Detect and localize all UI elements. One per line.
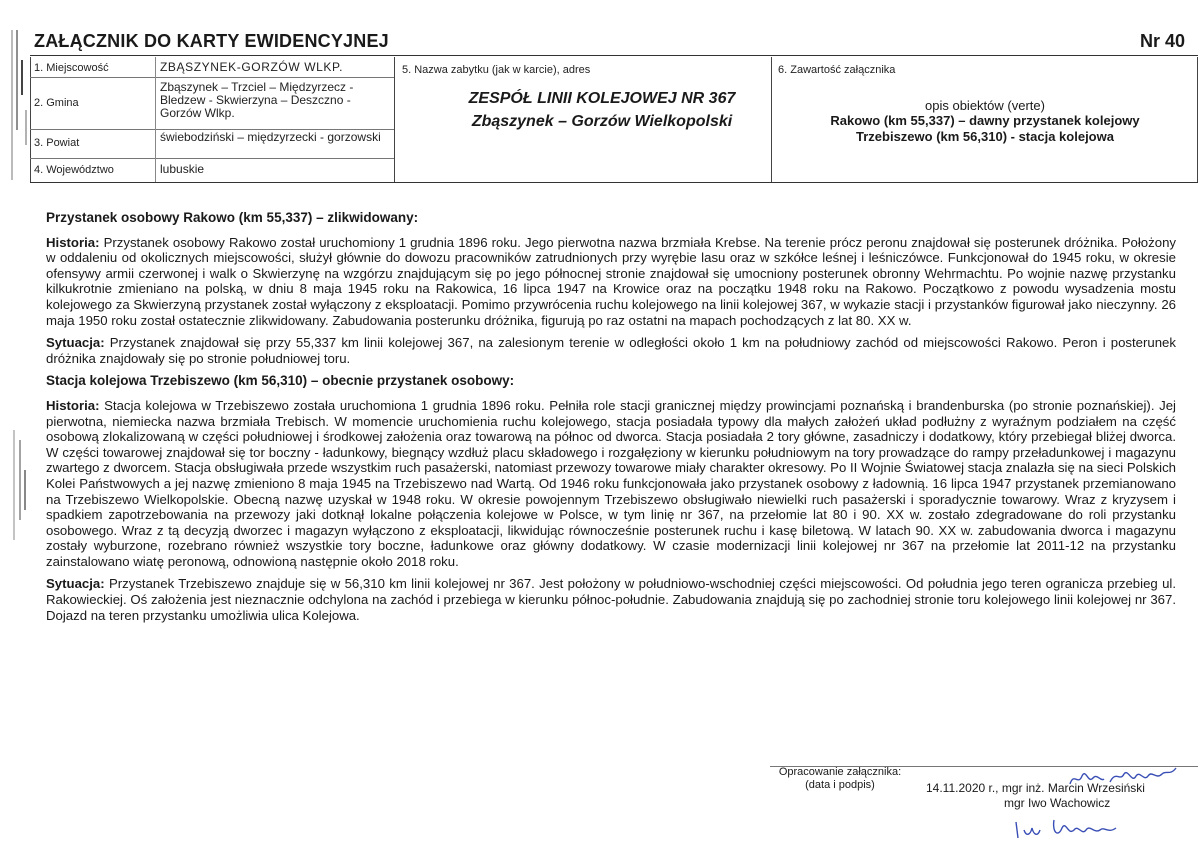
section-heading-trzebiszewo: Stacja kolejowa Trzebiszewo (km 56,310) – obecnie przystanek osobowy:	[46, 373, 515, 389]
header-divider	[30, 55, 1198, 56]
column-divider	[155, 57, 156, 182]
paragraph-trzebiszewo-situation	[46, 576, 1176, 623]
field-label-wojewodztwo: 4. Województwo	[34, 164, 114, 176]
col6-heading: 6. Zawartość załącznika	[778, 64, 896, 76]
col5-heading: 5. Nazwa zabytku (jak w karcie), adres	[402, 64, 591, 76]
row-divider	[30, 158, 394, 159]
field-value-powiat: świebodziński – międzyrzecki - gorzowski	[160, 130, 381, 144]
field-label-powiat: 3. Powiat	[34, 137, 80, 149]
contents-item-rakowo: Rakowo (km 55,337) – dawny przystanek kolejowy	[830, 113, 1140, 128]
paragraph-label: Sytuacja:	[46, 576, 105, 592]
field-label-miejscowosc: 1. Miejscowość	[34, 62, 109, 74]
paragraph-label: Sytuacja:	[46, 335, 105, 351]
document-number: Nr 40	[1139, 31, 1185, 51]
monument-name: ZESPÓŁ LINII KOLEJOWEJ NR 367	[468, 90, 736, 107]
footer-label	[770, 766, 910, 792]
paragraph-text: Przystanek osobowy Rakowo został uruchomiony 1 grudnia 1896 roku. Jego pierwotna nazwa brzmiała Krebse. Na terenie prócz peronu znajdował się posterunek dróżnika. Położony w oddaleniu od okolicznych miejscowości, służył głównie do dowozu pracowników zatrudnionych przy wyrębie lasu oraz w szkółce leśnej i leśniczówce. Funkcjonował do 1945 roku, w okresie ofensywy armii czerwonej i walk o Skwierzynę na wzgórzu znajdującym się po jego północnej stronie znajdował się umocniony posterunek obronny Wehrmachtu. Po wojnie nazwę przystanku kilkukrotnie zmieniano na polską, w dniu 8 maja 1945 roku na Rakowica, 16 lipca 1947 na Krowice oraz na początku 1948 roku na Rakowo. Początkowo z powodu wysadzenia mostu kolejowego za Skwierzyną przystanek został wyłączony z eksploatacji. Pomimo przywrócenia ruchu kolejowego na linii kolejowej 367, w wykazie stacji i przystanków figurował jako nieczynny. 26 maja 1950 roku został ostatecznie zlikwidowany. Zabudowania posterunku dróżnika, figurują po raz ostatni na mapach pochodzących z lat 80. XX w.	[46, 234, 1176, 328]
contents-item-trzebiszewo: Trzebiszewo (km 56,310) - stacja kolejowa	[856, 129, 1114, 144]
paragraph-label: Historia:	[46, 234, 100, 250]
footer-date-author: 14.11.2020 r., mgr inż. Marcin Wrzesiński	[926, 781, 1145, 795]
paragraph-rakowo-history	[46, 235, 1176, 329]
field-label-gmina: 2. Gmina	[34, 97, 79, 109]
contents-description: opis obiektów (verte)	[925, 98, 1045, 113]
paragraph-text: Przystanek znajdował się przy 55,337 km linii kolejowej 367, na zalesionym terenie w odległości około 1 km na południowy zachód od miejscowości Rakowo. Peron i posterunek dróżnika znajdowały się po stronie południowej toru.	[46, 335, 1176, 366]
section-heading-rakowo: Przystanek osobowy Rakowo (km 55,337) – zlikwidowany:	[46, 210, 419, 225]
paragraph-rakowo-situation	[46, 335, 1176, 366]
footer-author2: mgr Iwo Wachowicz	[1004, 796, 1111, 810]
paragraph-label: Historia:	[46, 397, 100, 413]
paragraph-text: Stacja kolejowa w Trzebiszewo została uruchomiona 1 grudnia 1896 roku. Pełniła role stacji granicznej między prowincjami poznańską i brandenburska (po stronie poznańskiej). Jej pierwotna, niemiecka nazwa brzmiała Trebisch. W momencie uruchomienia ruchu kolejowego, stacja posiadała typowy dla małych założeń układ podłużny z wyraźnym podziałem na część osobową zlokalizowaną w części południowej i środkowej założenia oraz towarową na północ od dworca. Stacja posiadała 2 tory główne, zasadniczy i dodatkowy, który przebiegał bliżej dworca. W części towarowej znajdował się tor boczny - ładunkowy, biegnący wzdłuż placu składowego i rozgałęziony w kierunku południowym na tory prowadzące do rampy przeładunkowej i magazynu zwartego z dworcem. Stacja obsługiwała przede wszystkim ruch pasażerski, natomiast przewozy towarowe miały charakter okresowy. Po II Wojnie Światowej stacja znalazła się na sieci Polskich Kolei Państwowych a jej nazwę zmieniono 8 maja 1945 na Trzebiszewo nad Wartą. Od 1946 roku funkcjonowała jako przystanek osobowy z ładownią. 16 lipca 1947 przystanek przemianowano na Trzebiszewo Wielkopolskie. Obecną nazwę uzyskał w 1948 roku. W okresie powojennym Trzebiszewo obsługiwało niewielki ruch pasażerski i sporadycznie towarowy. Wraz z kryzysem i spadkiem zapotrzebowania na przewozy jaki dotknął lokalne połączenia kolejowe w Polsce, w tym linię nr 367, na przełomie lat 80 i 90. XX w. zostało zdegradowane do roli przystanku osobowego. Wraz z tą decyzją dworzec i magazyn wyłączono z eksploatacji, likwidując równocześnie posterunek ruchu i kasę biletową. W latach 90. XX w. zabudowania dworca i magazynu zostały wyburzone, rozebrano również wszystkie tory boczne, ładunkowe oraz główny dodatkowy. W czasie modernizacji linii kolejowej nr 367 na przełomie lat 2011-12 na przystanku zainstalowano wiatę peronową, odnowioną następnie około 2018 roku.	[46, 397, 1176, 569]
paragraph-text: Przystanek Trzebiszewo znajduje się w 56,310 km linii kolejowej nr 367. Jest położony w południowo-wschodniej części miejscowości. Od południa jego teren ogranicza przebieg ul. Rakowieckiej. Oś założenia jest nieznacznie odchylona na zachód i przebiega w kierunku północ-południe. Zabudowania znajdują się po zachodniej stronie toru kolejowego linii kolejowej nr 367. Dojazd na teren przystanku umożliwia ulica Kolejowa.	[46, 576, 1176, 623]
paragraph-trzebiszewo-history	[46, 398, 1176, 570]
field-value-miejscowosc: ZBĄSZYNEK-GORZÓW WLKP.	[160, 60, 343, 74]
scan-artifact	[8, 0, 30, 851]
footer-label-line2: (data i podpis)	[805, 779, 875, 791]
info-table	[30, 57, 1198, 183]
signature-1	[1066, 762, 1186, 792]
monument-route: Zbąszynek – Gorzów Wielkopolski	[471, 113, 733, 130]
row-divider	[30, 77, 394, 78]
field-value-wojewodztwo: lubuskie	[160, 162, 205, 176]
signature-2	[1012, 812, 1132, 842]
field-value-gmina: Zbąszynek – Trzciel – Międzyrzecz - Bledzew - Skwierzyna – Deszczno - Gorzów Wlkp.	[160, 80, 354, 120]
document-title: ZAŁĄCZNIK DO KARTY EWIDENCYJNEJ	[34, 31, 389, 51]
table-border	[30, 57, 31, 182]
footer-label-line1: Opracowanie załącznika:	[778, 766, 902, 778]
document-body	[46, 210, 1176, 630]
table-divider	[394, 57, 395, 182]
